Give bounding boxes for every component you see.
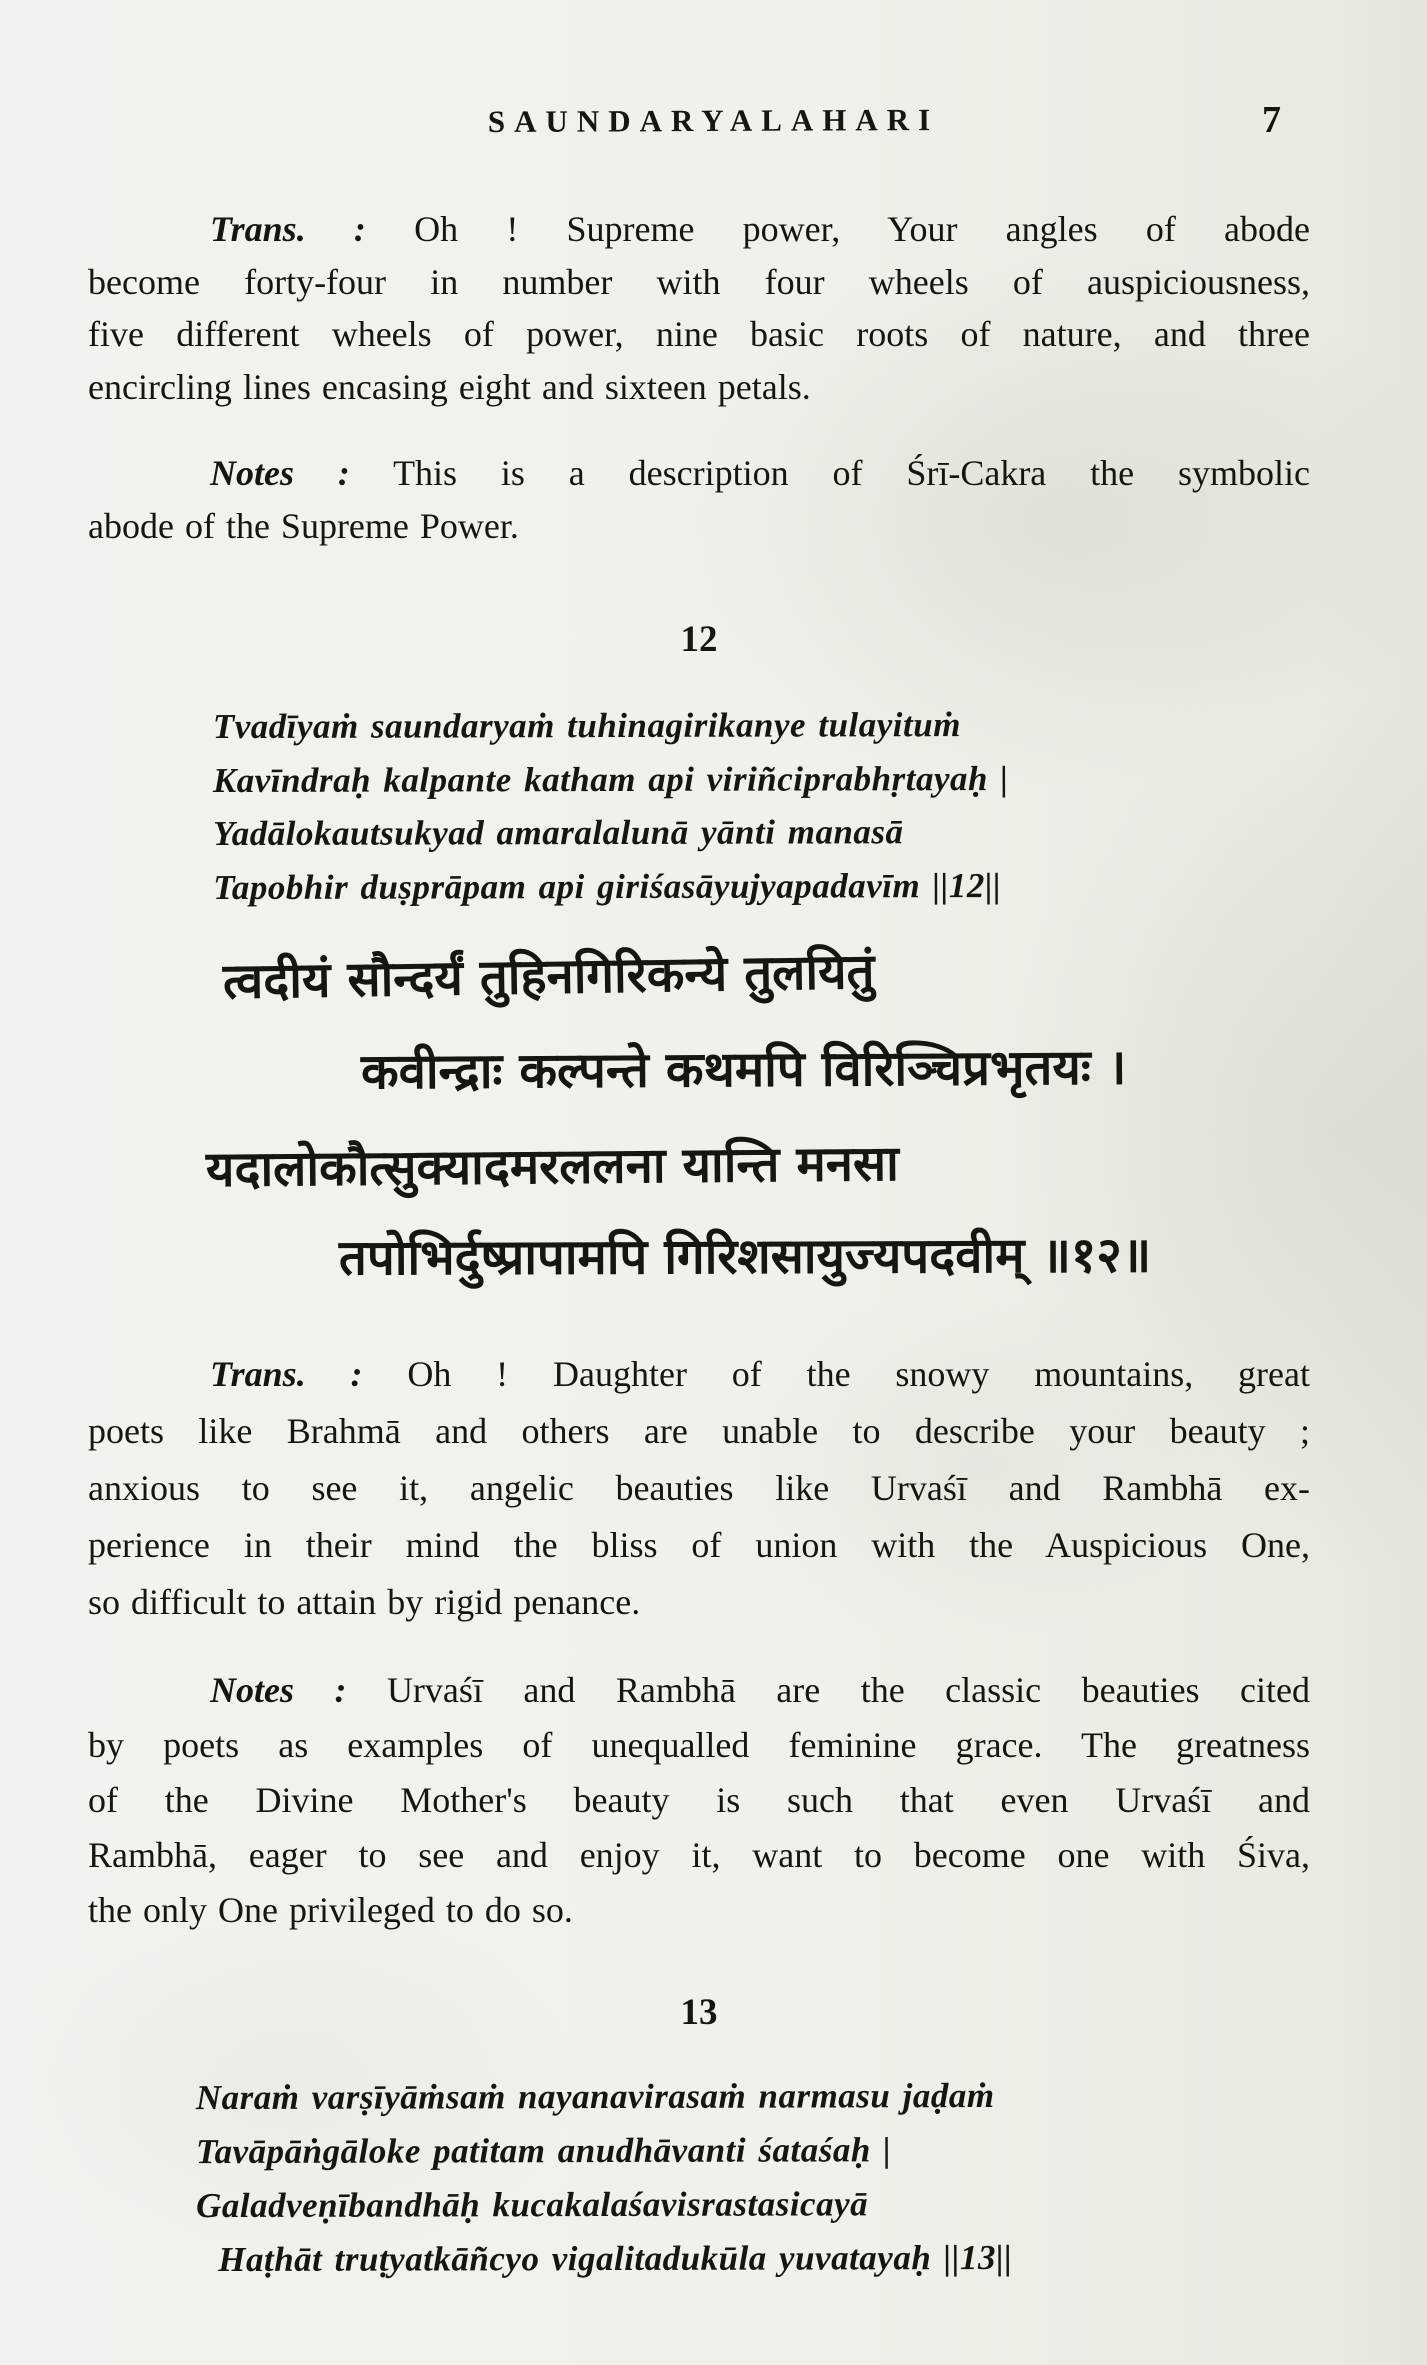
text-line: [88, 203, 1310, 256]
transliteration-line: Kavīndraḥ kalpante katham api viriñciprabhṛtayaḥ |: [212, 758, 1009, 800]
text-line: become forty-four in number with four wheels of auspiciousness,: [88, 261, 1310, 302]
verse12-translation-paragraph: [88, 1346, 1310, 1631]
trans-label: Trans. :: [210, 209, 366, 249]
devanagari-line: तपोभिर्दुष्प्रापामपि गिरिशसायुज्यपदवीम् ॥१२॥: [338, 1226, 1152, 1287]
text-line: encircling lines encasing eight and sixteen petals.: [88, 366, 811, 407]
verse13-transliteration: [196, 2069, 1013, 2287]
text-line: perience in their mind the bliss of union with the Auspicious One,: [88, 1525, 1310, 1565]
verse12-transliteration: [213, 698, 1009, 914]
text-line-content: Oh ! Supreme power, Your angles of abode: [414, 209, 1310, 249]
text-line: five different wheels of power, nine basic roots of nature, and three: [88, 314, 1310, 354]
transliteration-line: Yadālokautsukyad amaralalunā yānti manasā: [213, 812, 904, 854]
page-number: 7: [1262, 99, 1281, 141]
text-line: anxious to see it, angelic beauties like Urvaśī and Rambhā ex-: [88, 1468, 1310, 1508]
page-title: SAUNDARYALAHARI: [487, 102, 940, 139]
text-line-content: This is a description of Śrī-Cakra the symbolic: [393, 453, 1310, 493]
notes-label: Notes :: [210, 453, 350, 493]
text-line: [88, 1346, 1310, 1403]
text-line: poets like Brahmā and others are unable to describe your beauty ;: [88, 1411, 1310, 1451]
transliteration-line: Naraṁ varṣīyāṁsaṁ nayanavirasaṁ narmasu jaḍaṁ: [195, 2075, 995, 2118]
transliteration-line: Tavāpāṅgāloke patitam anudhāvanti śataśaḥ |: [195, 2130, 892, 2172]
verse-number-12: 12: [680, 619, 718, 660]
text-line: of the Divine Mother's beauty is such that even Urvaśī and: [88, 1780, 1310, 1820]
verse12-notes-paragraph: [88, 1663, 1310, 1938]
devanagari-line: कवीन्द्राः कल्पन्ते कथमपि विरिञ्चिप्रभृतयः ।: [360, 1038, 1127, 1101]
transliteration-line: Tvadīyaṁ saundaryaṁ tuhinagirikanye tulayituṁ: [212, 705, 961, 747]
trans-label: Trans. :: [210, 1354, 363, 1394]
text-line: Rambhā, eager to see and enjoy it, want to become one with Śiva,: [88, 1835, 1310, 1875]
transliteration-line: Haṭhāt truṭyatkāñcyo vigalitadukūla yuvatayaḥ ||13||: [218, 2237, 1013, 2280]
text-line: [88, 1663, 1310, 1718]
devanagari-line: त्वदीयं सौन्दर्यं तुहिनगिरिकन्ये तुलयितुं: [222, 942, 875, 1011]
notes-label: Notes :: [210, 1670, 347, 1710]
text-line-content: Oh ! Daughter of the snowy mountains, great: [407, 1354, 1310, 1394]
transliteration-line: Tapobhir duṣprāpam api giriśasāyujyapadavīm ||12||: [213, 865, 1002, 907]
text-line-content: Urvaśī and Rambhā are the classic beauties cited: [386, 1670, 1310, 1710]
verse11-notes-paragraph: [88, 447, 1310, 552]
text-line: by poets as examples of unequalled feminine grace. The greatness: [88, 1725, 1310, 1765]
text-line: the only One privileged to do so.: [88, 1890, 573, 1930]
verse11-translation-paragraph: [88, 203, 1310, 413]
text-line: [88, 447, 1310, 500]
text-line: so difficult to attain by rigid penance.: [88, 1582, 641, 1622]
transliteration-line: Galadveṇībandhāḥ kucakalaśavisrastasicayā: [196, 2184, 869, 2226]
text-line: abode of the Supreme Power.: [88, 505, 519, 546]
verse-number-13: 13: [680, 1992, 718, 2033]
devanagari-line: यदालोकौत्सुक्यादमरललना यान्ति मनसा: [205, 1134, 900, 1199]
